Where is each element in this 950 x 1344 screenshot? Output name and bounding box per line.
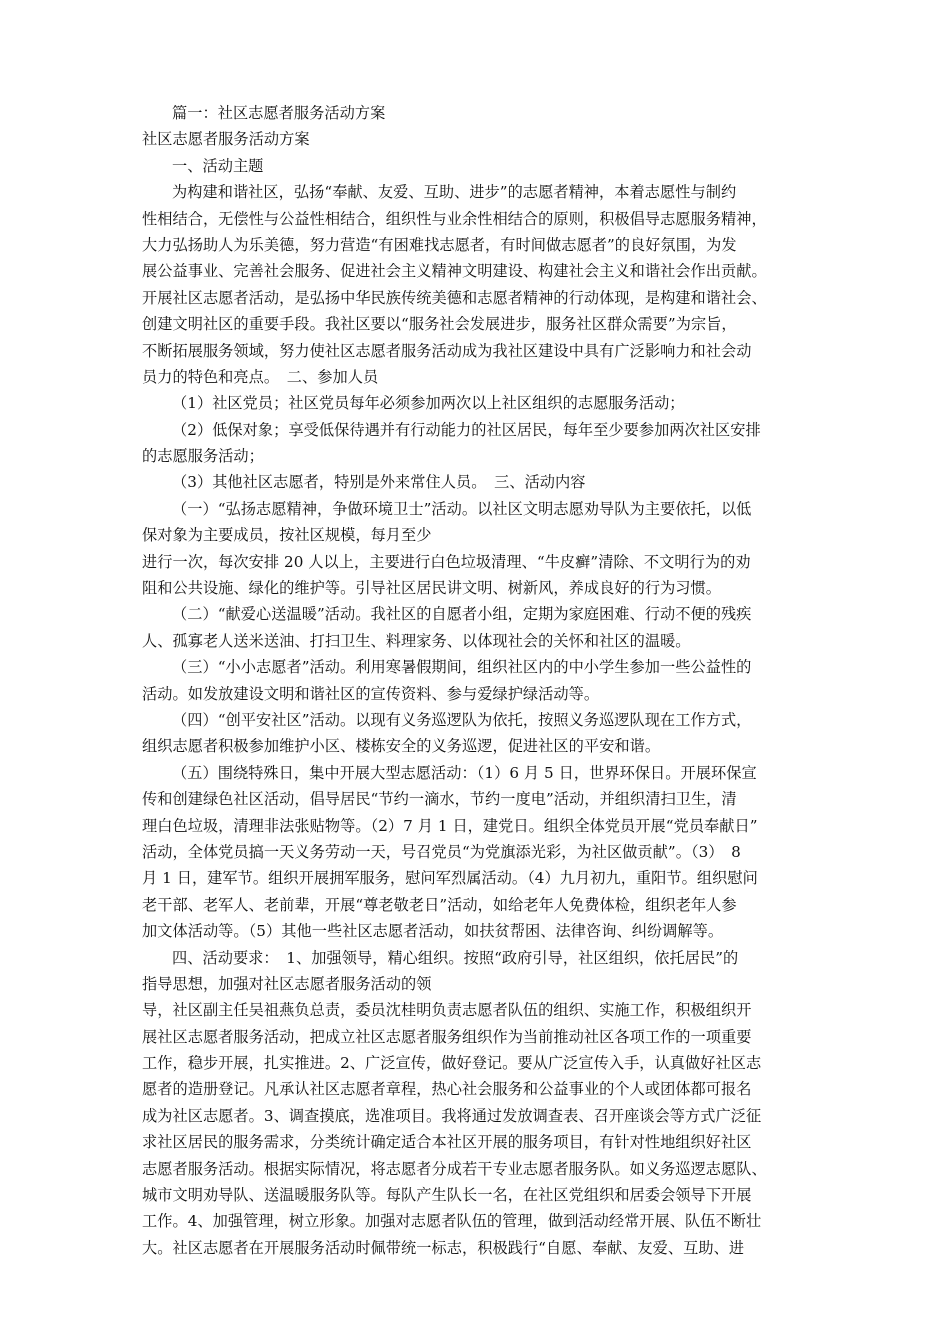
text-line: 传和创建绿色社区活动，倡导居民“节约一滴水，节约一度电”活动，并组织清扫卫生，清 (142, 790, 737, 809)
text-line: 愿者的造册登记。凡承认社区志愿者章程，热心社会服务和公益事业的个人或团体都可报名 (142, 1080, 752, 1099)
text-line: 展社区志愿者服务活动，把成立社区志愿者服务组织作为当前推动社区各项工作的一项重要 (142, 1027, 752, 1046)
document-page (142, 100, 822, 1261)
text-line: （五）围绕特殊日，集中开展大型志愿活动：（1）6 月 5 日，世界环保日。开展环保宣 (172, 763, 757, 782)
text-line: 志愿者服务活动。根据实际情况，将志愿者分成若干专业志愿者服务队。如义务巡逻志愿队、 (142, 1159, 767, 1178)
text-line: 工作，稳步开展，扎实推进。2、广泛宣传，做好登记。要从广泛宣传入手，认真做好社区志 (142, 1054, 762, 1073)
text-line: 城市文明劝导队、送温暖服务队等。每队产生队长一名，在社区党组织和居委会领导下开展 (142, 1186, 752, 1205)
text-line: 进行一次，每次安排 20 人以上，主要进行白色垃圾清理、“牛皮癣”清除、不文明行为的劝 (142, 552, 751, 571)
text-line: 性相结合，无偿性与公益性相结合，组织性与业余性相结合的原则，积极倡导志愿服务精神， (142, 209, 767, 228)
text-line: （四）“创平安社区”活动。以现有义务巡逻队为依托，按照义务巡逻队现在工作方式， (172, 710, 752, 729)
text-line: 社区志愿者服务活动方案 (142, 130, 310, 149)
text-line: 四、活动要求： 1、加强领导，精心组织。按照“政府引导，社区组织，依托居民”的 (172, 948, 739, 967)
text-line: 月 1 日，建军节。组织开展拥军服务，慰问军烈属活动。（4）九月初九，重阳节。组织慰问 (142, 869, 758, 888)
text-line: 活动。如发放建设文明和谐社区的宣传资料、参与爱绿护绿活动等。 (142, 684, 600, 703)
text-line: 不断拓展服务领域，努力使社区志愿者服务活动成为我社区建设中具有广泛影响力和社会动 (142, 341, 752, 360)
text-line: 老干部、老军人、老前辈，开展“尊老敬老日”活动，如给老年人免费体检，组织老年人参 (142, 895, 737, 914)
text-line: 阻和公共设施、绿化的维护等。引导社区居民讲文明、树新风，养成良好的行为习惯。 (142, 579, 722, 598)
text-line: 员力的特色和亮点。 二、参加人员 (142, 367, 379, 386)
text-line: 大力弘扬助人为乐美德，努力营造“有困难找志愿者，有时间做志愿者”的良好氛围，为发 (142, 235, 737, 254)
text-line: 工作。4、加强管理，树立形象。加强对志愿者队伍的管理，做到活动经常开展、队伍不断壮 (142, 1212, 762, 1231)
text-line: （二）“献爱心送温暖”活动。我社区的自愿者小组，定期为家庭困难、行动不便的残疾 (172, 605, 752, 624)
text-line: 篇一：社区志愿者服务活动方案 (172, 104, 386, 122)
text-line: （2）低保对象；享受低保待遇并有行动能力的社区居民，每年至少要参加两次社区安排 (172, 420, 761, 439)
text-line: 一、活动主题 (172, 156, 264, 175)
text-line: （一）“弘扬志愿精神，争做环境卫士”活动。以社区文明志愿劝导队为主要依托，以低 (172, 499, 752, 518)
text-line: 成为社区志愿者。3、调查摸底，选准项目。我将通过发放调查表、召开座谈会等方式广泛征 (142, 1106, 762, 1125)
text-line: 加文体活动等。（5）其他一些社区志愿者活动，如扶贫帮困、法律咨询、纠纷调解等。 (142, 922, 724, 941)
text-line: 的志愿服务活动； (142, 447, 264, 466)
text-line: 求社区居民的服务需求，分类统计确定适合本社区开展的服务项目，有针对性地组织好社区 (142, 1133, 752, 1152)
text-line: 理白色垃圾，清理非法张贴物等。（2）7 月 1 日，建党日。组织全体党员开展“党员奉献日” (142, 816, 758, 835)
text-line: （3）其他社区志愿者，特别是外来常住人员。 三、活动内容 (172, 473, 586, 492)
text-line: 活动，全体党员搞一天义务劳动一天，号召党员“为党旗添光彩，为社区做贡献”。（3） 8 (142, 842, 741, 861)
text-line: （三）“小小志愿者”活动。利用寒暑假期间，组织社区内的中小学生参加一些公益性的 (172, 658, 752, 677)
text-line: 创建文明社区的重要手段。我社区要以“服务社会发展进步，服务社区群众需要”为宗旨， (142, 315, 737, 334)
text-line: 导，社区副主任吴祖燕负总责，委员沈桂明负责志愿者队伍的组织、实施工作，积极组织开 (142, 1001, 752, 1020)
text-line: 为构建和谐社区，弘扬“奉献、友爱、互助、进步”的志愿者精神，本着志愿性与制约 (172, 183, 737, 202)
text-line: 大。社区志愿者在开展服务活动时佩带统一标志，积极践行“自愿、奉献、友爱、互助、进 (142, 1238, 745, 1257)
text-line: 展公益事业、完善社会服务、促进社会主义精神文明建设、构建社会主义和谐社会作出贡献。 (142, 262, 767, 281)
text-line: 开展社区志愿者活动，是弘扬中华民族传统美德和志愿者精神的行动体现，是构建和谐社会、 (142, 288, 767, 307)
text-line: 人、孤寡老人送米送油、打扫卫生、料理家务、以体现社会的关怀和社区的温暖。 (142, 631, 691, 650)
text-line: 保对象为主要成员，按社区规模，每月至少 (142, 526, 432, 545)
text-line: （1）社区党员；社区党员每年必须参加两次以上社区组织的志愿服务活动； (172, 394, 685, 413)
text-line: 组织志愿者积极参加维护小区、楼栋安全的义务巡逻，促进社区的平安和谐。 (142, 737, 661, 756)
text-line: 指导思想，加强对社区志愿者服务活动的领 (142, 974, 432, 993)
